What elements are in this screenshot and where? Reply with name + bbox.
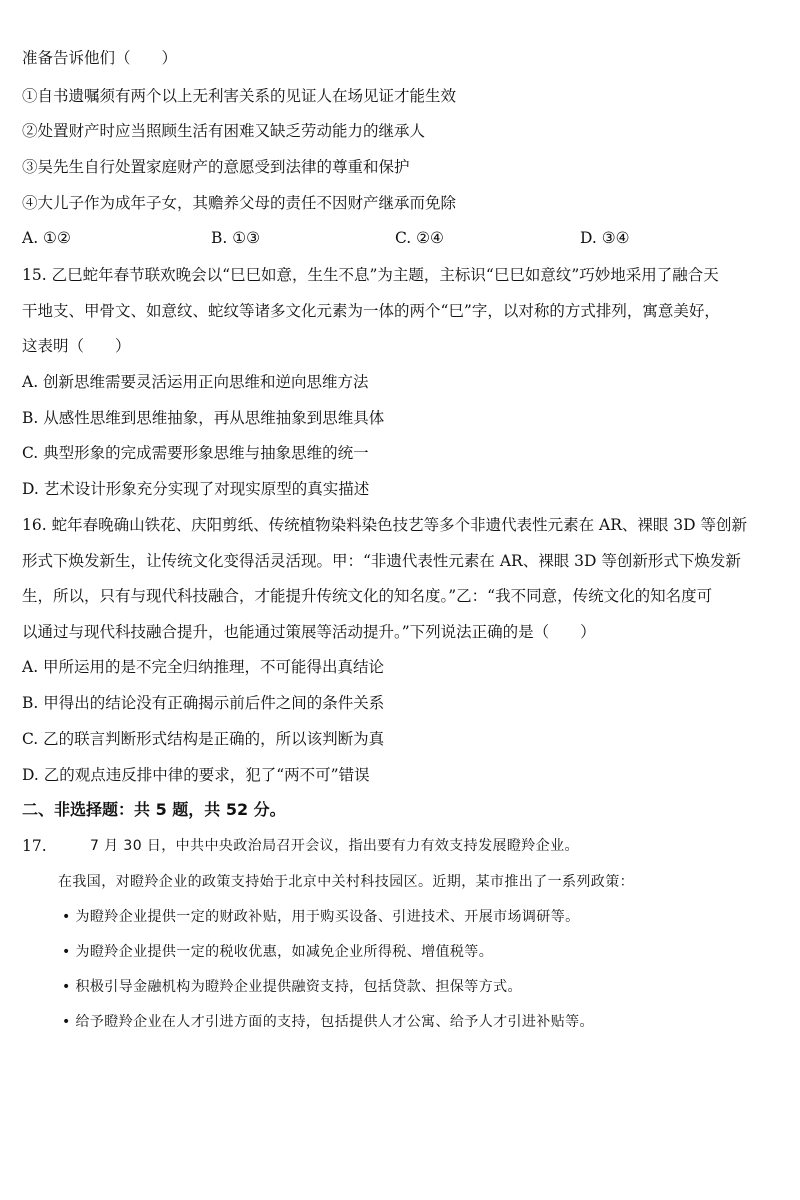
q15-option-a: A. 创新思维需要灵活运用正向思维和逆向思维方法 (22, 373, 369, 391)
q15-stem-line-2: 干地支、甲骨文、如意纹、蛇纹等诸多文化元素为一体的两个“巳”字，以对称的方式排列，寓意美好， (22, 302, 720, 320)
q16-stem-line-3: 生，所以，只有与现代科技融合，才能提升传统文化的知名度。”乙：“我不同意，传统文化的知名度可 (22, 587, 713, 605)
q15-stem-line-3: 这表明（ ） (22, 337, 131, 355)
q14-item-4: ④大儿子作为成年子女，其赡养父母的责任不因财产继承而免除 (22, 194, 457, 212)
q16-option-d: D. 乙的观点违反排中律的要求，犯了“两不可”错误 (22, 766, 370, 784)
q14-option-a: A. ①② (22, 229, 71, 247)
q17-bullet-4: • 给予瞪羚企业在人才引进方面的支持，包括提供人才公寓、给予人才引进补贴等。 (62, 1014, 594, 1030)
q14-stem-tail: 准备告诉他们（ ） (22, 49, 178, 67)
q14-option-b: B. ①③ (211, 229, 261, 247)
q17-number: 17. (22, 837, 47, 855)
q15-stem-line-1: 15. 乙巳蛇年春节联欢晚会以“巳巳如意，生生不息”为主题，主标识“巳巳如意纹”巧妙地采用了融合天 (22, 266, 719, 284)
q17-bullet-2: • 为瞪羚企业提供一定的税收优惠，如减免企业所得税、增值税等。 (62, 944, 494, 960)
q17-intro: 7 月 30 日，中共中央政治局召开会议，指出要有力有效支持发展瞪羚企业。 (90, 838, 579, 854)
q16-option-c: C. 乙的联言判断形式结构是正确的，所以该判断为真 (22, 730, 385, 748)
q15-option-b: B. 从感性思维到思维抽象，再从思维抽象到思维具体 (22, 409, 385, 427)
q16-option-a: A. 甲所运用的是不完全归纳推理，不可能得出真结论 (22, 658, 385, 676)
q16-stem-line-2: 形式下焕发新生，让传统文化变得活灵活现。甲：“非遗代表性元素在 AR、裸眼 3D 等创新形式下焕发新 (22, 552, 741, 570)
q14-item-2: ②处置财产时应当照顾生活有困难又缺乏劳动能力的继承人 (22, 122, 426, 140)
q17-intro-row (0, 836, 800, 856)
q16-option-b: B. 甲得出的结论没有正确揭示前后件之间的条件关系 (22, 694, 385, 712)
section-heading: 二、非选择题：共 5 题，共 52 分。 (22, 800, 286, 819)
q14-item-1: ①自书遗嘱须有两个以上无利害关系的见证人在场见证才能生效 (22, 87, 457, 105)
q17-context: 在我国，对瞪羚企业的政策支持始于北京中关村科技园区。近期，某市推出了一系列政策： (58, 874, 634, 890)
q14-option-c: C. ②④ (395, 229, 444, 247)
q17-bullet-3: • 积极引导金融机构为瞪羚企业提供融资支持，包括贷款、担保等方式。 (62, 979, 522, 995)
q16-stem-line-1: 16. 蛇年春晚确山铁花、庆阳剪纸、传统植物染料染色技艺等多个非遗代表性元素在 AR、裸眼 3D 等创新 (22, 516, 748, 534)
q14-item-3: ③吴先生自行处置家庭财产的意愿受到法律的尊重和保护 (22, 158, 410, 176)
q16-stem-line-4: 以通过与现代科技融合提升，也能通过策展等活动提升。”下列说法正确的是（ ） (22, 623, 596, 641)
q15-option-c: C. 典型形象的完成需要形象思维与抽象思维的统一 (22, 444, 369, 462)
q17-bullet-1: • 为瞪羚企业提供一定的财政补贴，用于购买设备、引进技术、开展市场调研等。 (62, 909, 580, 925)
q15-option-d: D. 艺术设计形象充分实现了对现实原型的真实描述 (22, 480, 370, 498)
q14-option-d: D. ③④ (580, 229, 630, 247)
